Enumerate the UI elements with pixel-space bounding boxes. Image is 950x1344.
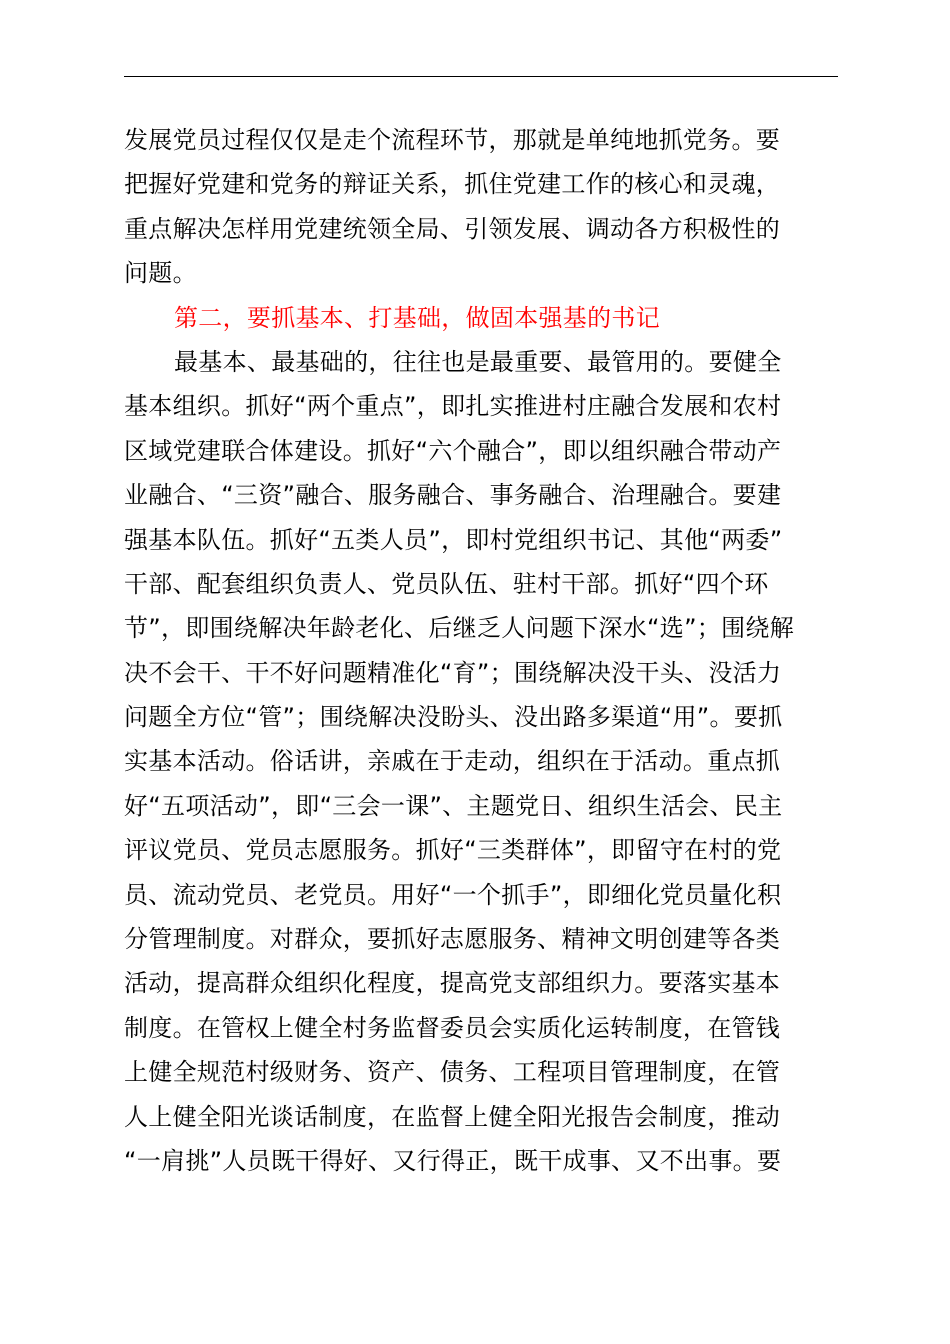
- section-heading: 第二，要抓基本、打基础，做固本强基的书记: [174, 303, 660, 332]
- text-line: 实基本活动。俗话讲，亲戚在于走动，组织在于活动。重点抓: [124, 747, 781, 776]
- text-line: 节”，即围绕解决年龄老化、后继乏人问题下深水“选”；围绕解: [124, 614, 794, 643]
- text-line: 制度。在管权上健全村务监督委员会实质化运转制度，在管钱: [124, 1013, 781, 1042]
- text-line: 问题全方位“管”；围绕解决没盼头、没出路多渠道“用”。要抓: [124, 703, 783, 732]
- text-line: 把握好党建和党务的辩证关系，抓住党建工作的核心和灵魂，: [124, 170, 781, 199]
- text-line: 强基本队伍。抓好“五类人员”，即村党组织书记、其他“两委”: [124, 525, 783, 554]
- paragraph-1: [124, 118, 838, 296]
- text-line: 评议党员、党员志愿服务。抓好“三类群体”，即留守在村的党: [124, 836, 782, 865]
- text-line: 发展党员过程仅仅是走个流程环节，那就是单纯地抓党务。要: [124, 126, 781, 154]
- text-line: 业融合、“三资”融合、服务融合、事务融合、治理融合。要建: [124, 481, 782, 510]
- document-body: [124, 118, 838, 1183]
- text-line: 活动，提高群众组织化程度，提高党支部组织力。要落实基本: [124, 969, 781, 998]
- text-line: 区域党建联合体建设。抓好“六个融合”，即以组织融合带动产: [124, 436, 782, 465]
- text-line: 好“五项活动”，即“三会一课”、主题党日、组织生活会、民主: [124, 791, 783, 820]
- header-rule: [124, 76, 838, 77]
- text-line: 基本组织。抓好“两个重点”，即扎实推进村庄融合发展和农村: [124, 392, 782, 421]
- text-line: 干部、配套组织负责人、党员队伍、驻村干部。抓好“四个环: [124, 569, 769, 598]
- paragraph-2: [124, 340, 838, 1183]
- text-line: 人上健全阳光谈话制度，在监督上健全阳光报告会制度，推动: [124, 1102, 781, 1131]
- text-line: 重点解决怎样用党建统领全局、引领发展、调动各方积极性的: [124, 214, 781, 243]
- text-line: 分管理制度。对群众，要抓好志愿服务、精神文明创建等各类: [124, 925, 781, 954]
- text-line: “一肩挑”人员既干得好、又行得正，既干成事、又不出事。要: [124, 1146, 782, 1175]
- text-line: 最基本、最基础的，往往也是最重要、最管用的。要健全: [174, 347, 782, 376]
- text-line: 上健全规范村级财务、资产、债务、工程项目管理制度，在管: [124, 1058, 781, 1087]
- text-line: 员、流动党员、老党员。用好“一个抓手”，即细化党员量化积: [124, 880, 782, 909]
- text-line: 问题。: [124, 259, 197, 288]
- text-line: 决不会干、干不好问题精准化“育”；围绕解决没干头、没活力: [124, 658, 782, 687]
